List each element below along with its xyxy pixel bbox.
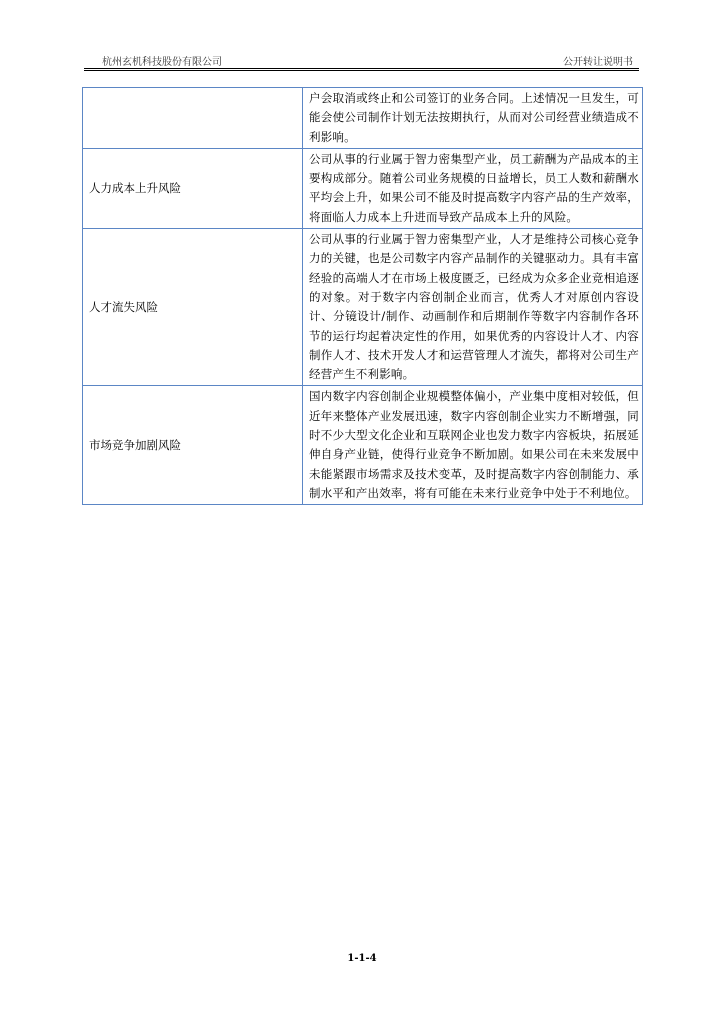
risk-name xyxy=(83,88,303,149)
header-doc-title: 公开转让说明书 xyxy=(563,57,633,68)
risk-name: 人才流失风险 xyxy=(83,229,303,386)
risk-table xyxy=(82,87,643,505)
risk-name: 人力成本上升风险 xyxy=(83,148,303,228)
table-row xyxy=(83,386,643,505)
risk-description: 户会取消或终止和公司签订的业务合同。上述情况一旦发生，可能会使公司制作计划无法按期执行，从而对公司经营业绩造成不利影响。 xyxy=(303,88,643,149)
header-company: 杭州玄机科技股份有限公司 xyxy=(102,57,222,68)
risk-description: 公司从事的行业属于智力密集型产业，人才是维持公司核心竞争力的关键，也是公司数字内容产品制作的关键驱动力。具有丰富经验的高端人才在市场上极度匮乏，已经成为众多企业竞相追逐的对象。对于数字内容创制企业而言，优秀人才对原创内容设计、分镜设计/制作、动画制作和后期制作等数字内容制作各环节的运行均起着决定性的作用，如果优秀的内容设计人才、内容制作人才、技术开发人才和运营管理人才流失，都将对公司生产经营产生不利影响。 xyxy=(303,229,643,386)
table-row xyxy=(83,229,643,386)
page-number: 1-1-4 xyxy=(347,953,377,964)
page-header xyxy=(84,50,639,69)
header-rule xyxy=(84,70,639,71)
risk-description: 公司从事的行业属于智力密集型产业，员工薪酬为产品成本的主要构成部分。随着公司业务规模的日益增长，员工人数和薪酬水平均会上升，如果公司不能及时提高数字内容产品的生产效率，将面临人力成本上升进而导致产品成本上升的风险。 xyxy=(303,148,643,228)
table-row xyxy=(83,88,643,149)
table-row xyxy=(83,148,643,228)
risk-description: 国内数字内容创制企业规模整体偏小，产业集中度相对较低，但近年来整体产业发展迅速，数字内容创制企业实力不断增强，同时不少大型文化企业和互联网企业也发力数字内容板块，拓展延伸自身产业链，使得行业竞争不断加剧。如果公司在未来发展中未能紧跟市场需求及技术变革，及时提高数字内容创制能力、承制水平和产出效率，将有可能在未来行业竞争中处于不利地位。 xyxy=(303,386,643,505)
risk-name: 市场竞争加剧风险 xyxy=(83,386,303,505)
